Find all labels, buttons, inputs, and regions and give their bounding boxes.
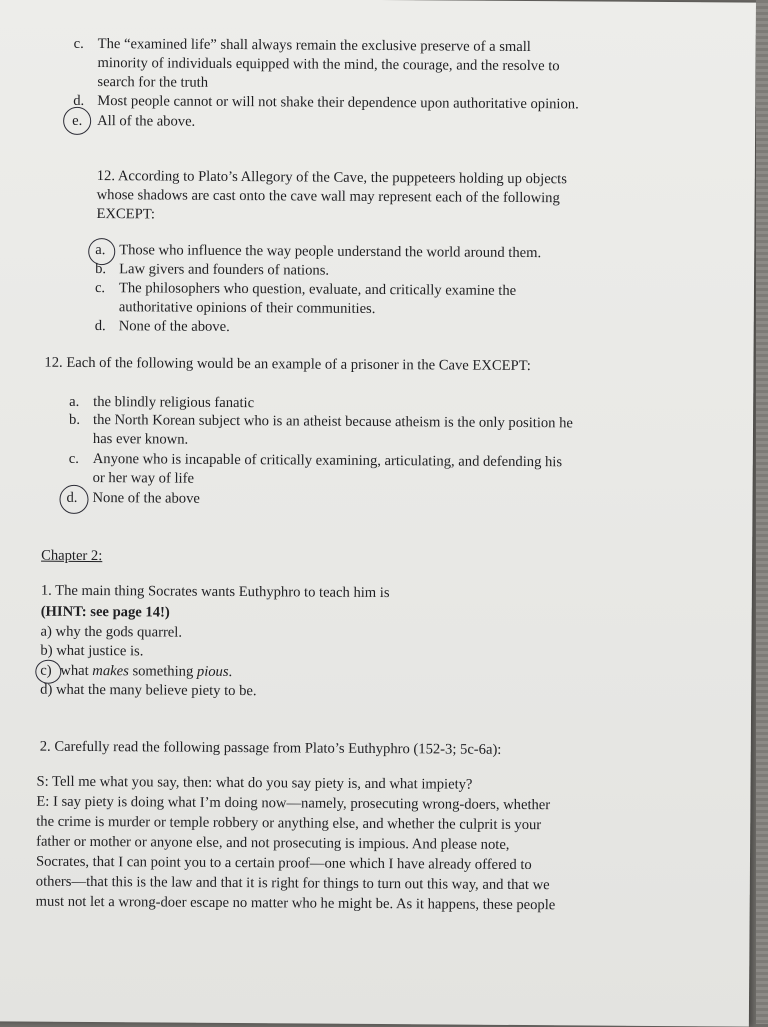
q11-option-d-letter: d. <box>73 92 85 109</box>
ch2-q1-option-c-text: what makes something pious. <box>60 662 233 680</box>
q12b-option-a-text: the blindly religious fanatic <box>93 394 255 412</box>
q12a-option-c-line2: authoritative opinions of their communities. <box>118 299 376 317</box>
passage-line-5: Socrates, that I can point you to a certain proof—one which I have already offered to <box>35 853 532 874</box>
chapter-2-heading: Chapter 2: <box>41 547 103 565</box>
q12a-stem-line3: EXCEPT: <box>96 206 156 223</box>
q12a-stem-line2: whose shadows are cast onto the cave wall may represent each of the following <box>96 187 560 207</box>
ch2-q2-stem: 2. Carefully read the following passage from Plato’s Euthyphro (152-3; 5c-6a): <box>39 738 502 758</box>
q12b-option-d-letter: d. <box>66 489 78 506</box>
q12b-option-b-line2: has ever known. <box>92 431 189 448</box>
q11-option-c-line1: The “examined life” shall always remain the exclusive preserve of a small <box>97 36 531 56</box>
q12a-option-c-letter: c. <box>94 280 106 297</box>
q11-answer-circle-mark <box>63 107 91 135</box>
background-edge <box>756 0 768 1024</box>
q12b-option-d-text: None of the above <box>92 490 200 507</box>
ch2-q1-answer-circle-mark <box>35 660 61 684</box>
q12a-option-a-text: Those who influence the way people understand the world around them. <box>119 242 542 262</box>
q12b-option-a-letter: a. <box>69 393 80 410</box>
passage-line-7: must not let a wrong-doer escape no matter who he might be. As it happens, these people <box>35 893 556 914</box>
q12a-stem-line1: 12. According to Plato’s Allegory of the Cave, the puppeteers holding up objects <box>96 168 567 188</box>
q12b-stem: 12. Each of the following would be an example of a prisoner in the Cave EXCEPT: <box>44 354 531 375</box>
q11-option-c-line3: search for the truth <box>97 74 209 91</box>
ch2-q1-option-b: b) what justice is. <box>40 642 144 660</box>
ch2-q1-option-a: a) why the gods quarrel. <box>40 623 183 641</box>
q11-option-d-text: Most people cannot or will not shake their dependence upon authoritative opinion. <box>97 93 579 113</box>
q11-options <box>0 0 756 130</box>
q12b-option-c-line2: or her way of life <box>92 470 195 487</box>
q11-option-e-text: All of the above. <box>97 113 196 130</box>
q11-option-e-letter: e. <box>72 112 83 129</box>
passage-line-4: father or mother or anyone else, and not prosecuting is impious. And please note, <box>36 833 510 853</box>
q12b-option-c-line1: Anyone who is incapable of critically examining, articulating, and defending his <box>92 451 563 471</box>
ch2-q1-stem: 1. The main thing Socrates wants Euthyphro to teach him is <box>40 582 390 602</box>
passage-line-2: E: I say piety is doing what I’m doing now—namely, prosecuting wrong-doers, whether <box>36 793 551 814</box>
ch2-q1-option-c-letter: c) <box>40 662 52 679</box>
q11-option-c-letter: c. <box>73 35 84 52</box>
q12b-option-b-letter: b. <box>69 411 81 428</box>
passage-line-1: S: Tell me what you say, then: what do you say piety is, and what impiety? <box>36 773 473 793</box>
q12a-option-b-letter: b. <box>95 261 107 278</box>
q12b-answer-circle-mark <box>59 485 88 514</box>
q12a-option-b-text: Law givers and founders of nations. <box>119 261 330 279</box>
q12a-option-d-letter: d. <box>94 318 106 335</box>
q12a-option-c-line1: The philosophers who question, evaluate, and critically examine the <box>118 280 517 299</box>
q12b-option-b-line1: the North Korean subject who is an atheist because atheism is the only position he <box>93 412 573 432</box>
q12b-option-c-letter: c. <box>68 450 79 467</box>
ch2-q1-hint: (HINT: see page 14!) <box>40 603 170 621</box>
q12a-option-a-letter: a. <box>95 242 106 259</box>
q11-option-c-line2: minority of individuals equipped with the mind, the courage, and the resolve to <box>97 55 560 75</box>
passage-line-6: others—that this is the law and that it is right for things to turn out this way, and that we <box>35 873 550 894</box>
passage-line-3: the crime is murder or temple robbery or anything else, and whether the culprit is your <box>36 813 542 834</box>
q12a-option-d-text: None of the above. <box>118 318 230 335</box>
ch2-q1-option-d: d) what the many believe piety to be. <box>40 681 257 700</box>
